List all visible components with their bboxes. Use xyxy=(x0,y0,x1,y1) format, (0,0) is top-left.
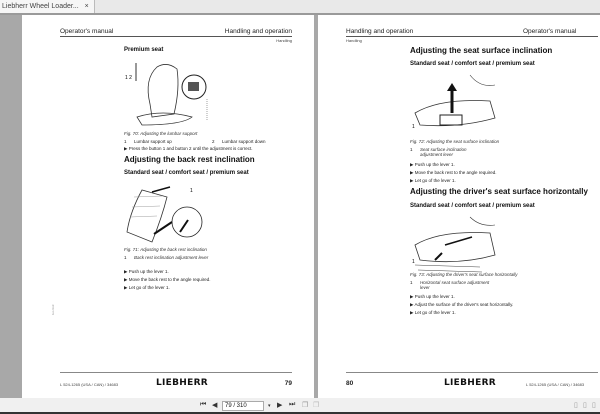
instruction-step: Adjust the surface of the driver's seat horizontally. xyxy=(414,302,514,307)
single-page-view-icon[interactable]: ▯ xyxy=(574,402,578,409)
next-page-button[interactable]: ▶ xyxy=(277,402,283,409)
svg-text:1 2: 1 2 xyxy=(125,75,132,81)
header-right: Handling and operation xyxy=(224,28,292,35)
legend-number: 1 xyxy=(410,280,413,285)
legend-number: 1 xyxy=(410,147,413,152)
instruction-step: Push up the lever 1. xyxy=(414,162,455,167)
seat-horizontal-figure xyxy=(410,215,500,275)
liebherr-logo: LIEBHERR xyxy=(444,378,497,388)
instruction-step: Move the back rest to the angle required. xyxy=(414,170,497,175)
legend-number: 1 xyxy=(124,255,127,260)
legend-text: Seat surface inclination adjustment lever xyxy=(420,147,467,157)
instruction-step: Push up the lever 1. xyxy=(414,294,455,299)
page-dropdown-icon[interactable]: ▾ xyxy=(268,403,271,409)
page-number: 79 xyxy=(284,380,292,387)
margin-code: lwt-nbdr xyxy=(51,304,55,315)
instruction-step: Let go of the lever 1. xyxy=(414,310,456,315)
lumbar-support-figure xyxy=(122,59,217,127)
header-rule xyxy=(346,36,598,37)
previous-page-button[interactable]: ◀ xyxy=(212,402,218,409)
header-left: Operator's manual xyxy=(60,28,114,35)
page-79: Operator's manual Handling and operation Handling Premium seat 1 2 Fig. 70: Adjusting the lumbar support 1 Lumbar support up 2 Lumbar support down ▶ Press the button 1 and button 2 until the adjustment is correct. Adjusting the back rest inclination Standard seat / comfort seat / premium seat 1 Fig. 71: Adjusting the back rest inclination 1 Back rest inclination adjustment lever ▶ Push up the lever 1. ▶ Move the back rest to the angle required. ▶ Let go of the lever 1. lwt-nbdr L 524-1265 (USA / CAN) / 34683 LIEBHERR 79 xyxy=(22,15,314,398)
legend-text: Lumbar support down xyxy=(222,139,266,144)
continuous-view-icon[interactable]: ▯ xyxy=(583,402,587,409)
section-subtitle: Standard seat / comfort seat / premium seat xyxy=(410,61,535,67)
document-tab[interactable] xyxy=(0,0,95,13)
legend-number: 2 xyxy=(212,139,215,144)
back-rest-figure xyxy=(122,182,217,244)
section-subtitle: Standard seat / comfort seat / premium seat xyxy=(410,203,535,209)
instruction-step: Push up the lever 1. xyxy=(128,269,169,274)
svg-text:1: 1 xyxy=(412,259,415,265)
header-rule xyxy=(60,36,292,37)
svg-text:1: 1 xyxy=(412,124,415,130)
last-page-button[interactable]: ⏭ xyxy=(289,401,296,408)
header-sub: Handling xyxy=(346,38,362,43)
header-sub: Handling xyxy=(276,38,292,43)
instruction-step: Let go of the lever 1. xyxy=(414,178,456,183)
page-number-input[interactable]: 79 / 310 xyxy=(222,401,264,411)
section-title: Adjusting the back rest inclination xyxy=(124,155,255,164)
instruction-step: Press the button 1 and button 2 until the adjustment is correct. xyxy=(128,146,253,151)
legend-text: Horizontal seat surface adjustment lever xyxy=(420,280,490,290)
section-title: Premium seat xyxy=(124,47,164,53)
figure-caption: Fig. 71: Adjusting the back rest inclination xyxy=(124,247,207,252)
page-number: 80 xyxy=(346,380,354,387)
paste-icon[interactable]: ❐ xyxy=(313,402,320,409)
legend-text: Lumbar support up xyxy=(134,139,172,144)
legend-number: 1 xyxy=(124,139,127,144)
legend-text: Back rest inclination adjustment lever xyxy=(134,255,209,260)
page-80: Handling and operation Operator's manual Handling Adjusting the seat surface inclination Standard seat / comfort seat / premium seat 1 Fig. 72: Adjusting the seat surface inclination 1 Seat surface inclination adjustment lever ▶ Push up the lever 1. ▶ Move the back rest to the angle required. ▶ Let go of the lever 1. Adjusting the driver's seat surface horizontally Standard seat / comfort seat / premium seat 1 Fig. 73: Adjusting the driver's seat surface horizontally 1 Horizontal seat surface adjustment lever ▶ Push up the lever 1. ▶ Adjust the surface of the driver's seat horizontally. ▶ Let go of the lever 1. 80 LIEBHERR L 524-1265 (USA / CAN) / 34683 xyxy=(318,15,600,398)
section-subtitle: Standard seat / comfort seat / premium seat xyxy=(124,170,249,176)
close-tab-icon[interactable]: × xyxy=(84,3,89,10)
facing-view-icon[interactable]: ▯ xyxy=(592,402,596,409)
liebherr-logo: LIEBHERR xyxy=(156,378,209,388)
footer-code: L 524-1265 (USA / CAN) / 34683 xyxy=(526,382,585,387)
figure-caption: Fig. 73: Adjusting the driver's seat surface horizontally xyxy=(410,272,518,277)
footer-rule xyxy=(346,372,598,373)
tab-bar xyxy=(0,0,600,15)
footer-rule xyxy=(60,372,292,373)
instruction-step: Let go of the lever 1. xyxy=(128,285,170,290)
svg-text:1: 1 xyxy=(190,188,193,194)
tab-title: Liebherr Wheel Loader... xyxy=(2,3,79,10)
section-title: Adjusting the driver's seat surface horizontally xyxy=(410,187,588,196)
footer-code: L 524-1265 (USA / CAN) / 34683 xyxy=(60,382,119,387)
seat-inclination-figure xyxy=(410,73,500,133)
header-left: Handling and operation xyxy=(346,28,414,35)
instruction-step: Move the back rest to the angle required. xyxy=(128,277,211,282)
figure-caption: Fig. 72: Adjusting the seat surface inclination xyxy=(410,139,500,144)
header-right: Operator's manual xyxy=(523,28,577,35)
figure-caption: Fig. 70: Adjusting the lumbar support xyxy=(124,131,198,136)
first-page-button[interactable]: ⏮ xyxy=(200,401,207,408)
copy-icon[interactable]: ❐ xyxy=(302,402,309,409)
section-title: Adjusting the seat surface inclination xyxy=(410,46,553,55)
navigation-toolbar xyxy=(0,398,600,414)
